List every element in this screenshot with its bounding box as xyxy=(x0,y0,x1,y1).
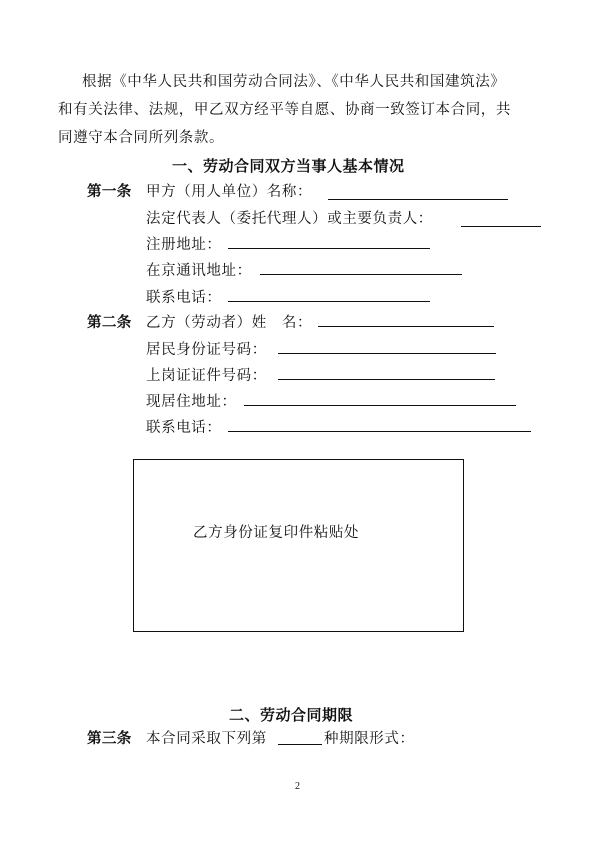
id-copy-paste-label: 乙方身份证复印件粘贴处 xyxy=(193,525,360,541)
id-copy-paste-box xyxy=(133,459,464,632)
employee-phone-label: 联系电话： xyxy=(146,420,222,436)
employer-phone-field[interactable] xyxy=(228,301,430,302)
employee-name-label: 乙方（劳动者）姓 名： xyxy=(146,315,313,331)
term-form-text-after: 种期限形式： xyxy=(324,731,415,747)
id-number-field[interactable] xyxy=(278,353,496,354)
employer-name-field[interactable] xyxy=(328,199,508,200)
work-permit-number-field[interactable] xyxy=(278,379,495,380)
intro-line-2: 和有关法律、法规，甲乙双方经平等自愿、协商一致签订本合同，共 xyxy=(58,102,511,118)
page-number: 2 xyxy=(295,781,300,792)
employer-phone-label: 联系电话： xyxy=(146,290,222,306)
employer-name-label: 甲方（用人单位）名称： xyxy=(146,184,313,200)
registered-address-label: 注册地址： xyxy=(146,237,222,253)
employee-name-field[interactable] xyxy=(318,326,494,327)
legal-representative-label: 法定代表人（委托代理人）或主要负责人： xyxy=(146,211,433,227)
section-2-title: 二、劳动合同期限 xyxy=(229,706,354,724)
beijing-address-field[interactable] xyxy=(260,274,462,275)
intro-line-1: 根据《中华人民共和国劳动合同法》、《中华人民共和国建筑法》 xyxy=(82,74,506,90)
term-form-text-before: 本合同采取下列第 xyxy=(146,731,267,747)
section-1-title: 一、劳动合同双方当事人基本情况 xyxy=(172,157,405,175)
current-address-field[interactable] xyxy=(244,405,516,406)
id-number-label: 居民身份证号码： xyxy=(146,342,267,358)
article-3-label: 第三条 xyxy=(87,731,132,747)
intro-line-3: 同遵守本合同所列条款。 xyxy=(58,130,225,146)
article-1-label: 第一条 xyxy=(87,184,132,200)
legal-representative-field[interactable] xyxy=(461,226,541,227)
term-form-number-field[interactable] xyxy=(278,744,322,745)
employee-phone-field[interactable] xyxy=(228,431,531,432)
current-address-label: 现居住地址： xyxy=(146,394,237,410)
registered-address-field[interactable] xyxy=(228,248,430,249)
work-permit-number-label: 上岗证证件号码： xyxy=(146,368,267,384)
beijing-address-label: 在京通讯地址： xyxy=(146,263,252,279)
article-2-label: 第二条 xyxy=(87,315,132,331)
